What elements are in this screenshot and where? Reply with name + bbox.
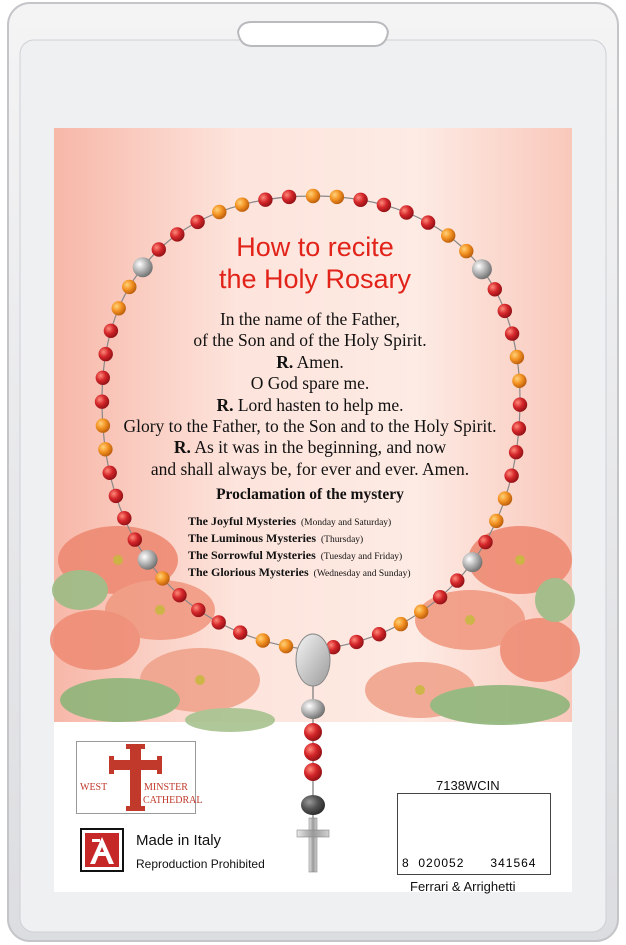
logo-text-west: WEST — [80, 782, 108, 793]
rosary-bead — [258, 193, 272, 207]
prayer-line: and shall always be, for ever and ever. Amen. — [150, 459, 470, 479]
rosary-bead — [306, 189, 320, 203]
reproduction-label: Reproduction Prohibited — [136, 857, 265, 871]
logo-text-cathedral: CATHEDRAL — [143, 795, 203, 806]
mystery-row — [188, 565, 411, 580]
mystery-name: The Luminous Mysteries — [188, 531, 317, 545]
logo-text-minster: MINSTER — [144, 782, 188, 793]
prayer-response — [95, 352, 525, 373]
rosary-bead — [212, 615, 226, 629]
rosary-bead — [282, 190, 296, 204]
prayer-response — [95, 437, 525, 458]
rosary-bead — [421, 215, 435, 229]
manufacturer-label: Ferrari & Arrighetti — [410, 879, 516, 894]
mystery-name: The Sorrowful Mysteries — [188, 548, 316, 562]
rosary-bead — [279, 639, 293, 653]
westminster-cathedral-logo — [76, 741, 203, 814]
rosary-bead — [256, 633, 270, 647]
response-text: Lord hasten to help me. — [237, 395, 404, 415]
prayer-line: of the Son and of the Holy Spirit. — [193, 330, 427, 350]
prayer-line: In the name of the Father, — [219, 309, 401, 329]
mystery-days: (Monday and Saturday) — [300, 518, 392, 528]
mystery-name: The Joyful Mysteries — [188, 514, 296, 528]
rosary-bead — [117, 511, 131, 525]
response-text: As it was in the beginning, and now — [194, 437, 447, 457]
response-marker: R. — [173, 437, 191, 457]
response-marker: R. — [216, 395, 234, 415]
card-title-line2: the Holy Rosary — [218, 264, 412, 294]
product-code: 7138WCIN — [436, 778, 500, 793]
rosary-bead — [450, 573, 464, 587]
rosary-bead — [190, 215, 204, 229]
barcode-digits — [402, 856, 536, 870]
made-in-label: Made in Italy — [136, 832, 222, 849]
rosary-bead-grey — [138, 550, 158, 570]
rosary-bead — [330, 190, 344, 204]
rosary-bead — [353, 193, 367, 207]
rosary-bead — [235, 198, 249, 212]
rosary-medal — [296, 634, 330, 686]
response-marker: R. — [276, 352, 294, 372]
card-title-line1: How to recite — [236, 232, 394, 262]
rosary-bead — [128, 532, 142, 546]
rosary-bead — [414, 605, 428, 619]
mystery-row — [188, 548, 402, 563]
barcode-group2: 341564 — [490, 856, 537, 870]
rosary-bead — [212, 205, 226, 219]
prayer-response — [95, 395, 525, 416]
mystery-days: (Wednesday and Sunday) — [313, 569, 411, 579]
rosary-bead — [172, 588, 186, 602]
mystery-days: (Tuesday and Friday) — [320, 552, 403, 562]
rosary-bead — [478, 535, 492, 549]
prayer-line: Glory to the Father, to the Son and to the Holy Spirit. — [123, 416, 497, 436]
prayer-line: O God spare me. — [250, 373, 370, 393]
response-text: Amen. — [296, 352, 344, 372]
fa-monogram-icon — [80, 828, 124, 872]
rosary-bead — [233, 625, 247, 639]
rosary-bead — [433, 590, 447, 604]
rosary-bead-grey — [462, 552, 482, 572]
mystery-row — [188, 514, 391, 529]
rosary-bead — [372, 627, 386, 641]
barcode-lead: 8 — [402, 856, 410, 870]
mystery-row — [188, 531, 363, 546]
proclamation-heading: Proclamation of the mystery — [216, 486, 404, 503]
rosary-bead — [122, 280, 136, 294]
barcode-group1: 020052 — [418, 856, 465, 870]
rosary-bead — [399, 205, 413, 219]
rosary-bead — [155, 571, 169, 585]
mystery-name: The Glorious Mysteries — [188, 565, 309, 579]
rosary-bead — [377, 198, 391, 212]
rosary-bead — [489, 514, 503, 528]
mystery-days: (Thursday) — [321, 535, 364, 545]
rosary-bead — [394, 617, 408, 631]
rosary-bead — [191, 603, 205, 617]
rosary-bead — [349, 635, 363, 649]
